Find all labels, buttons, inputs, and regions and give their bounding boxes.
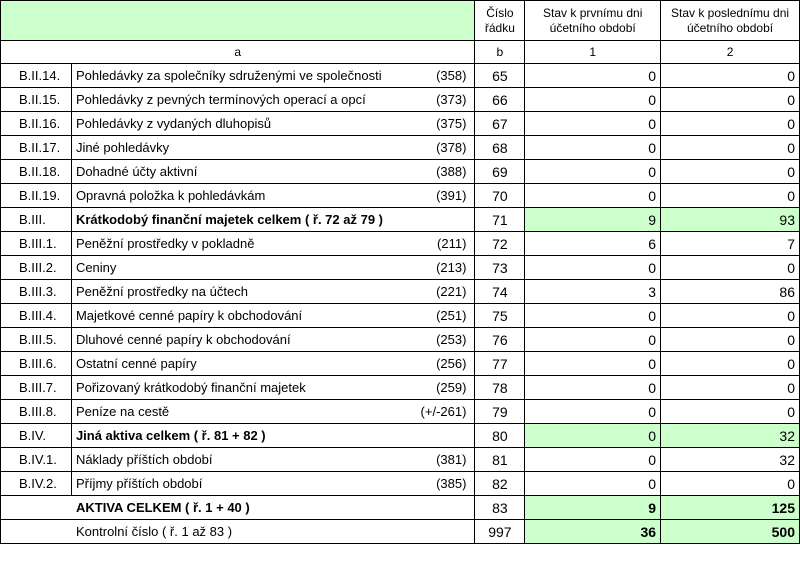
row-line-number: 81 <box>475 448 525 472</box>
row-name-cell <box>71 208 475 232</box>
row-code: B.III.1. <box>1 232 72 256</box>
row-name-cell <box>71 328 475 352</box>
table-row <box>1 400 800 424</box>
row-name: Pohledávky za společníky sdruženými ve společnosti <box>75 68 382 83</box>
row-name-cell <box>71 64 475 88</box>
row-code: B.II.14. <box>1 64 72 88</box>
row-value-first-day: 36 <box>525 520 661 544</box>
row-line-number: 76 <box>475 328 525 352</box>
header-row <box>1 1 800 41</box>
row-line-number: 75 <box>475 304 525 328</box>
row-account-ref: (221) <box>436 284 467 299</box>
row-code: B.III.7. <box>1 376 72 400</box>
row-code: B.III.4. <box>1 304 72 328</box>
row-name: Náklady příštích období <box>75 452 213 467</box>
table-row <box>1 328 800 352</box>
row-name: Dohadné účty aktivní <box>75 164 198 179</box>
row-code: B.III.8. <box>1 400 72 424</box>
row-name-cell <box>1 520 475 544</box>
row-name-cell <box>71 280 475 304</box>
row-value-first-day: 0 <box>525 352 661 376</box>
row-code: B.II.17. <box>1 136 72 160</box>
row-value-last-day: 0 <box>661 472 800 496</box>
row-name-cell <box>71 304 475 328</box>
table-row <box>1 136 800 160</box>
row-name: Kontrolní číslo ( ř. 1 až 83 ) <box>76 524 233 539</box>
row-value-first-day: 0 <box>525 112 661 136</box>
row-account-ref: (211) <box>437 236 467 251</box>
row-name: Peníze na cestě <box>75 404 170 419</box>
row-value-last-day: 0 <box>661 184 800 208</box>
row-name-cell <box>71 400 475 424</box>
row-account-ref: (251) <box>436 308 467 323</box>
table-row <box>1 112 800 136</box>
table-row <box>1 232 800 256</box>
row-name-cell <box>71 352 475 376</box>
table-row <box>1 424 800 448</box>
row-value-last-day: 0 <box>661 112 800 136</box>
row-code: B.IV.1. <box>1 448 72 472</box>
row-line-number: 78 <box>475 376 525 400</box>
row-value-last-day: 86 <box>661 280 800 304</box>
row-name-cell <box>71 448 475 472</box>
row-value-first-day: 0 <box>525 400 661 424</box>
table-row <box>1 160 800 184</box>
header-first-day <box>525 1 661 41</box>
row-name: Pohledávky z vydaných dluhopisů <box>75 116 272 131</box>
row-value-last-day: 0 <box>661 304 800 328</box>
row-code: B.III.5. <box>1 328 72 352</box>
row-code: B.IV.2. <box>1 472 72 496</box>
row-value-last-day: 0 <box>661 88 800 112</box>
row-code: B.II.16. <box>1 112 72 136</box>
row-line-number: 80 <box>475 424 525 448</box>
row-value-last-day: 0 <box>661 256 800 280</box>
row-line-number: 997 <box>475 520 525 544</box>
row-value-first-day: 0 <box>525 328 661 352</box>
row-name: Jiná aktiva celkem ( ř. 81 + 82 ) <box>75 428 266 443</box>
header-last-day-text-1: Stav k poslednímu dni <box>671 5 790 20</box>
subheader-a: a <box>1 41 475 64</box>
row-line-number: 77 <box>475 352 525 376</box>
row-line-number: 79 <box>475 400 525 424</box>
table-row <box>1 520 800 544</box>
subheader-b: b <box>475 41 525 64</box>
table-row <box>1 256 800 280</box>
row-line-number: 74 <box>475 280 525 304</box>
row-account-ref: (253) <box>436 332 467 347</box>
row-account-ref: (+/-261) <box>420 404 467 419</box>
row-line-number: 73 <box>475 256 525 280</box>
row-value-first-day: 0 <box>525 304 661 328</box>
row-code: B.II.19. <box>1 184 72 208</box>
table-row <box>1 352 800 376</box>
row-name-cell <box>71 472 475 496</box>
row-name: Pohledávky z pevných termínových operací a opcí <box>75 92 366 107</box>
row-value-last-day: 500 <box>661 520 800 544</box>
subheader-2: 2 <box>661 41 800 64</box>
table-body <box>1 64 800 544</box>
row-name-cell <box>71 136 475 160</box>
table-row <box>1 448 800 472</box>
subheader-row <box>1 41 800 64</box>
row-value-first-day: 0 <box>525 136 661 160</box>
row-value-first-day: 6 <box>525 232 661 256</box>
row-value-first-day: 0 <box>525 376 661 400</box>
row-value-last-day: 0 <box>661 136 800 160</box>
row-value-first-day: 0 <box>525 160 661 184</box>
row-code: B.III.6. <box>1 352 72 376</box>
row-value-first-day: 0 <box>525 448 661 472</box>
row-name: Příjmy příštích období <box>75 476 203 491</box>
row-line-number: 83 <box>475 496 525 520</box>
subheader-1: 1 <box>525 41 661 64</box>
row-value-first-day: 9 <box>525 496 661 520</box>
header-first-day-text-1: Stav k prvnímu dni <box>543 5 643 20</box>
table-row <box>1 376 800 400</box>
table-row <box>1 496 800 520</box>
row-code: B.II.15. <box>1 88 72 112</box>
row-account-ref: (391) <box>436 188 467 203</box>
row-code: B.III.3. <box>1 280 72 304</box>
row-value-first-day: 0 <box>525 472 661 496</box>
row-value-last-day: 0 <box>661 376 800 400</box>
row-value-last-day: 32 <box>661 424 800 448</box>
header-last-day <box>661 1 800 41</box>
row-line-number: 72 <box>475 232 525 256</box>
row-name-cell <box>71 376 475 400</box>
row-account-ref: (385) <box>436 476 467 491</box>
row-value-first-day: 0 <box>525 64 661 88</box>
row-value-first-day: 0 <box>525 184 661 208</box>
header-last-day-text-2: účetního období <box>687 20 774 35</box>
row-name-cell <box>71 160 475 184</box>
row-name: Ceniny <box>75 260 117 275</box>
row-account-ref: (381) <box>436 452 467 467</box>
row-account-ref: (358) <box>436 68 467 83</box>
row-name: Opravná položka k pohledávkám <box>75 188 266 203</box>
row-value-last-day: 0 <box>661 64 800 88</box>
row-value-last-day: 0 <box>661 400 800 424</box>
header-first-day-text-2: účetního období <box>549 20 636 35</box>
row-line-number: 71 <box>475 208 525 232</box>
row-line-number: 67 <box>475 112 525 136</box>
row-name-cell <box>71 232 475 256</box>
row-value-first-day: 0 <box>525 256 661 280</box>
row-value-first-day: 9 <box>525 208 661 232</box>
row-code: B.III. <box>1 208 72 232</box>
table-row <box>1 208 800 232</box>
table-row <box>1 280 800 304</box>
row-name-cell <box>71 424 475 448</box>
row-name: Majetkové cenné papíry k obchodování <box>75 308 303 323</box>
header-line-number-text-1: Číslo <box>486 5 514 20</box>
header-line-number-text-2: řádku <box>484 20 515 35</box>
row-name-cell <box>71 88 475 112</box>
row-code: B.III.2. <box>1 256 72 280</box>
row-account-ref: (213) <box>436 260 467 275</box>
row-value-last-day: 0 <box>661 352 800 376</box>
row-name: AKTIVA CELKEM ( ř. 1 + 40 ) <box>76 500 250 515</box>
row-name: Krátkodobý finanční majetek celkem ( ř. 72 až 79 ) <box>75 212 383 227</box>
row-account-ref: (375) <box>436 116 467 131</box>
row-name: Peněžní prostředky v pokladně <box>75 236 255 251</box>
row-value-first-day: 0 <box>525 88 661 112</box>
row-name-cell <box>1 496 475 520</box>
row-account-ref: (378) <box>436 140 467 155</box>
row-value-last-day: 93 <box>661 208 800 232</box>
row-name: Dluhové cenné papíry k obchodování <box>75 332 291 347</box>
row-name-cell <box>71 256 475 280</box>
row-name: Ostatní cenné papíry <box>75 356 197 371</box>
row-name: Jiné pohledávky <box>75 140 170 155</box>
row-code: B.IV. <box>1 424 72 448</box>
header-line-number <box>475 1 525 41</box>
row-value-last-day: 0 <box>661 328 800 352</box>
row-code: B.II.18. <box>1 160 72 184</box>
row-account-ref: (256) <box>436 356 467 371</box>
row-name: Peněžní prostředky na účtech <box>75 284 248 299</box>
table-row <box>1 304 800 328</box>
row-line-number: 70 <box>475 184 525 208</box>
table-row <box>1 184 800 208</box>
row-account-ref: (259) <box>436 380 467 395</box>
row-name: Pořizovaný krátkodobý finanční majetek <box>75 380 306 395</box>
row-account-ref: (388) <box>436 164 467 179</box>
row-name-cell <box>71 184 475 208</box>
row-line-number: 66 <box>475 88 525 112</box>
row-value-first-day: 3 <box>525 280 661 304</box>
header-blank-cell <box>1 1 475 41</box>
row-account-ref: (373) <box>436 92 467 107</box>
row-line-number: 82 <box>475 472 525 496</box>
table-row <box>1 88 800 112</box>
row-name-cell <box>71 112 475 136</box>
row-line-number: 68 <box>475 136 525 160</box>
row-value-last-day: 0 <box>661 160 800 184</box>
table-row <box>1 64 800 88</box>
row-value-first-day: 0 <box>525 424 661 448</box>
table-row <box>1 472 800 496</box>
row-value-last-day: 32 <box>661 448 800 472</box>
row-line-number: 69 <box>475 160 525 184</box>
row-value-last-day: 7 <box>661 232 800 256</box>
row-line-number: 65 <box>475 64 525 88</box>
row-value-last-day: 125 <box>661 496 800 520</box>
